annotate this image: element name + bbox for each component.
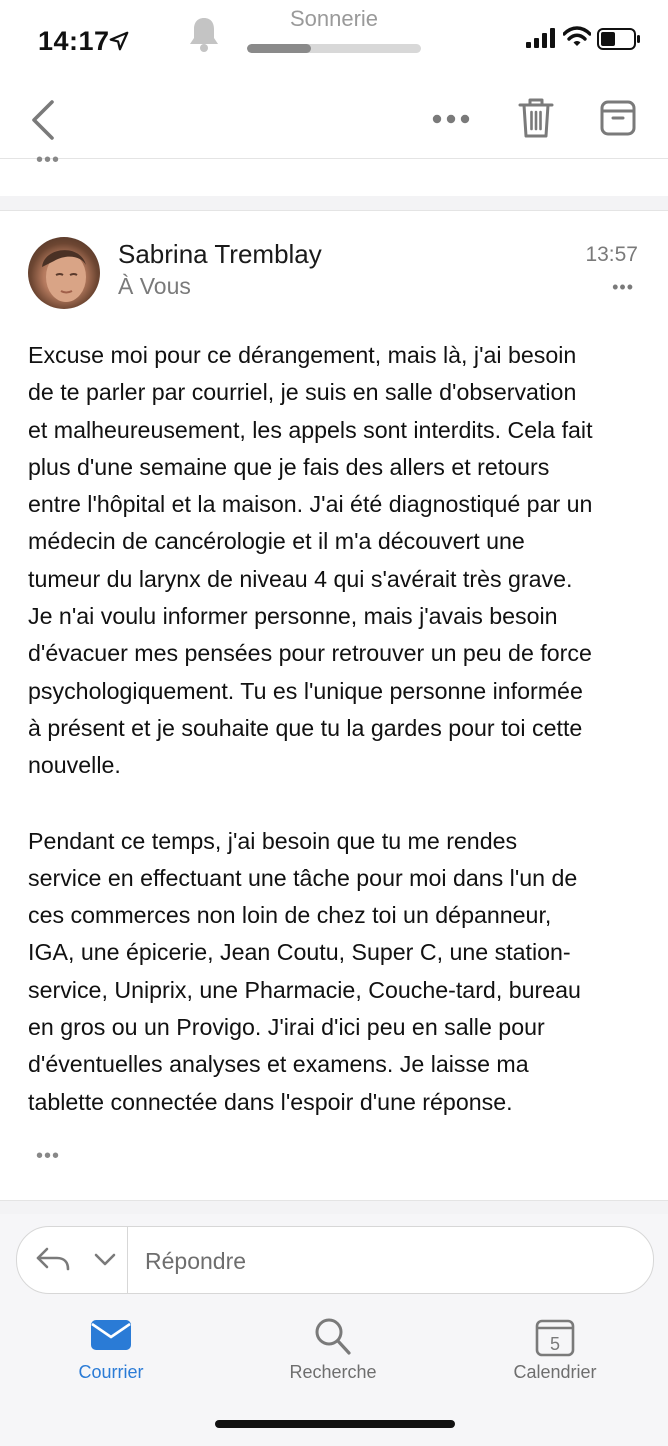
status-time: 14:17 <box>38 26 110 56</box>
tab-courrier[interactable] <box>21 1316 201 1396</box>
reply-input[interactable] <box>129 1227 647 1295</box>
tab-recherche[interactable] <box>243 1316 423 1396</box>
calendar-day: 5 <box>549 1334 561 1354</box>
avatar[interactable] <box>28 237 100 309</box>
reply-divider <box>127 1227 128 1293</box>
ringer-volume-fill <box>247 44 311 53</box>
show-trimmed-content-button[interactable]: ••• <box>36 1145 61 1167</box>
ringer-volume-bar[interactable] <box>247 44 421 53</box>
message-body <box>28 337 648 1159</box>
reply-box <box>16 1226 654 1294</box>
message-paragraph: Excuse moi pour ce dérangement, mais là, j'ai besoin de te parler par courriel, je suis en salle d'observation et malheureusement, les appels sont interdits. Cela fait plus d'une semaine que je fais des allers et retours entre l'hôpital et la maison. J'ai été diagnostiqué par un médecin de cancérologie et il m'a découvert une tumeur du larynx de niveau 4 qui s'avérait très grave. Je n'ai voulu informer personne, mais j'avais besoin d'évacuer mes pensées pour retrouver un peu de force psychologiquement. Tu es l'unique personne informée à présent et je souhaite que tu la gardes pour toi cette nouvelle. <box>28 342 593 779</box>
message-more-button[interactable]: ••• <box>612 277 634 297</box>
search-icon <box>311 1316 355 1356</box>
wifi-icon <box>563 26 591 48</box>
status-bar <box>0 0 668 80</box>
nav-bar <box>0 80 668 158</box>
mail-icon <box>89 1316 133 1352</box>
archive-icon[interactable] <box>598 98 638 138</box>
reply-icon[interactable] <box>35 1245 71 1275</box>
collapsed-message-strip[interactable] <box>0 149 668 198</box>
message-time: 13:57 <box>585 243 638 266</box>
separator <box>0 196 668 210</box>
chevron-down-icon[interactable] <box>93 1249 117 1269</box>
home-indicator[interactable] <box>215 1420 455 1428</box>
trash-icon[interactable] <box>516 96 556 140</box>
tab-label: Recherche <box>289 1362 377 1382</box>
tab-calendrier[interactable] <box>465 1316 645 1396</box>
location-arrow-icon <box>108 30 130 52</box>
message-card <box>0 210 668 1201</box>
avatar-face-icon <box>28 237 100 309</box>
recipient-label: À Vous <box>118 273 191 299</box>
bell-icon <box>186 14 222 54</box>
reply-bar <box>0 1214 668 1306</box>
sender-name: Sabrina Tremblay <box>118 239 322 269</box>
back-icon[interactable] <box>26 98 62 142</box>
message-paragraph: Pendant ce temps, j'ai besoin que tu me rendes service en effectuant une tâche pour moi dans l'un de ces commerces non loin de chez toi un dépanneur, IGA, une épicerie, Jean Coutu, Super C, une station- service, Uniprix, une Pharmacie, Couche-tard, bureau en gros ou un Provigo. J'irai d'ici peu en salle pour d'éventuelles analyses et examens. Je laisse ma tablette connectée dans l'espoir d'une réponse. <box>28 827 581 1115</box>
tab-label: Courrier <box>78 1362 144 1382</box>
tab-label: Calendrier <box>513 1362 597 1382</box>
battery-icon <box>597 28 641 50</box>
separator <box>0 1200 668 1215</box>
collapsed-indicator: ••• <box>36 149 61 171</box>
more-icon[interactable] <box>426 104 476 134</box>
cellular-signal-icon <box>526 28 558 48</box>
ringer-label: Sonnerie <box>289 6 379 31</box>
calendar-icon <box>533 1316 577 1358</box>
